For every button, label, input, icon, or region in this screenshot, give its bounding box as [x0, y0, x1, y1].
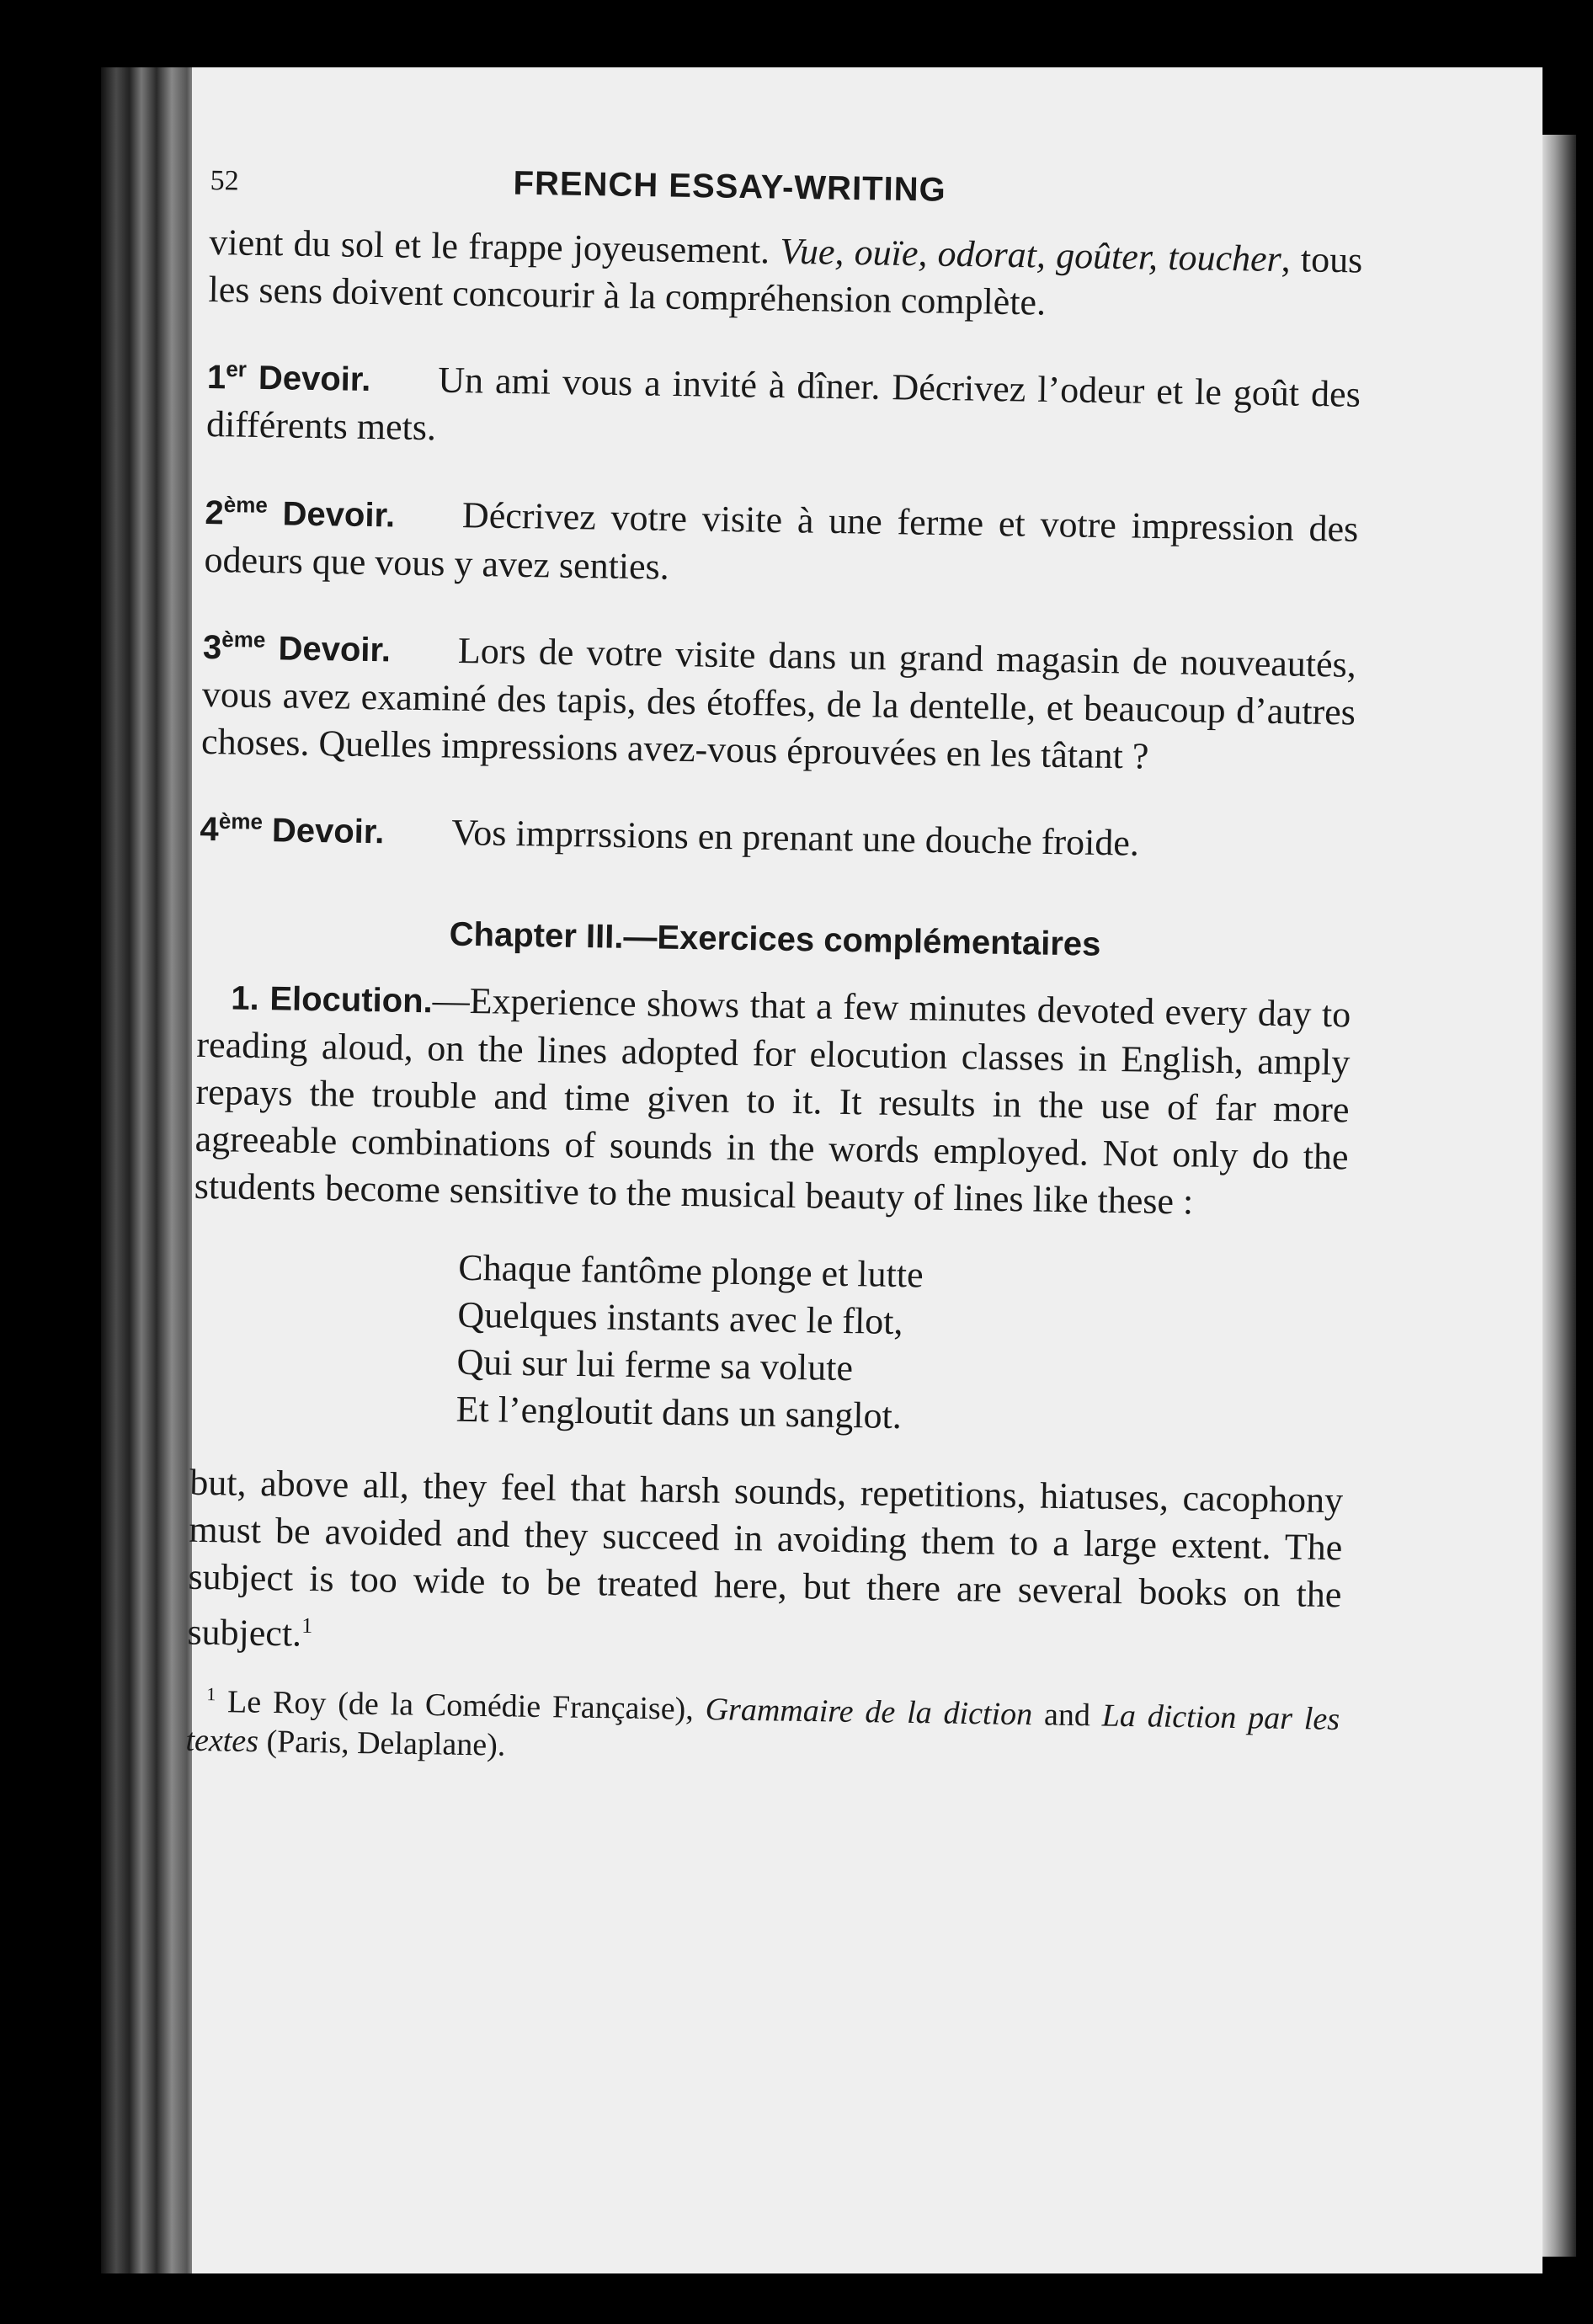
devoir-text: Décrivez votre visite à une ferme et votre impression des odeurs que vous y avez senties.: [204, 494, 1359, 588]
devoir-2: [204, 480, 1359, 601]
footnote-reference: 1: [301, 1613, 313, 1639]
devoir-label: 3ème Devoir.: [202, 626, 392, 669]
poem-line: Quelques instants avec le flot,: [457, 1294, 903, 1343]
intro-italic: Vue, ouïe, odorat, goûter, toucher: [779, 230, 1282, 280]
devoir-text: Vos imprrssions en prenant une douche froide.: [450, 811, 1140, 864]
poem-line: Chaque fantôme plonge et lutte: [457, 1247, 924, 1296]
page-number: 52: [210, 164, 239, 197]
book-spine: [101, 67, 202, 2273]
poem: [456, 1245, 1346, 1447]
after-poem-paragraph: [187, 1459, 1344, 1674]
devoir-text: Un ami vous a invité à dîner. Décrivez l’odeur et le goût des différents mets.: [205, 359, 1361, 449]
chapter-title: Chapter III.—Exercices complémentaires: [449, 915, 1101, 964]
after-poem-text: but, above all, they feel that harsh sounds, repetitions, hiatuses, cacophony must be avoided and they succeed in avoiding them to a large extent. The subject is too wide to be treated here, but there are several books on the subject.: [187, 1462, 1344, 1655]
devoir-1: [206, 345, 1361, 466]
elocution-label: 1. Elocution.: [231, 979, 434, 1021]
devoir-label: 2ème Devoir.: [205, 491, 396, 535]
running-title: FRENCH ESSAY-WRITING: [513, 164, 947, 209]
footnote: $^1$ Le Roy (de la Comédie Française), Grammaire de la diction and La diction par les textes (Paris, Delaplane).: [185, 1683, 1340, 1763]
intro-paragraph: [208, 219, 1363, 332]
intro-text: vient du sol et le frappe joyeusement.: [209, 221, 781, 272]
poem-line: Qui sur lui ferme sa volute: [456, 1341, 854, 1389]
page-content: [185, 160, 1364, 1778]
devoir-label: 1er Devoir.: [206, 356, 371, 399]
devoir-3: [201, 616, 1357, 784]
page-edge: [1542, 135, 1576, 2257]
footnote-mark: 1: [206, 1683, 216, 1705]
devoir-label: 4ème Devoir.: [200, 808, 385, 851]
intro-text-end: , tous les sens doivent concourir à la compréhension complète.: [208, 237, 1363, 323]
poem-line: Et l’engloutit dans un sanglot.: [456, 1389, 903, 1437]
elocution-paragraph: [194, 973, 1351, 1228]
elocution-text: —Experience shows that a few minutes devoted every day to reading aloud, on the lines adopted for elocution classes in English, amply repays the trouble and time given to it. It results in the use of far more agreeable combinations of sounds in the words employed. Not only do the students become sensitive to the musical beauty of lines like these :: [194, 979, 1351, 1223]
devoir-text: Lors de votre visite dans un grand magasin de nouveautés, vous avez examiné des tapis, des étoffes, de la dentelle, et beaucoup d’autres choses. Quelles impressions avez-vous éprouvées en les tâtant ?: [200, 629, 1357, 777]
